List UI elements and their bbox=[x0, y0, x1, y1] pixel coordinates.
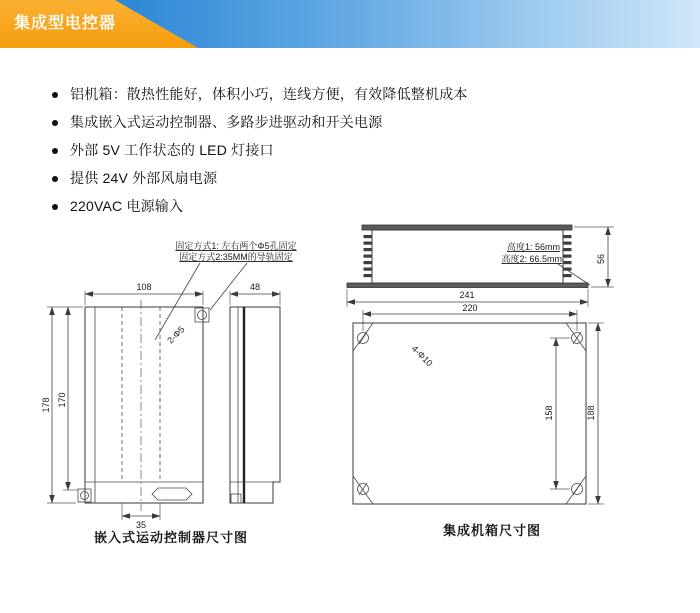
dim-depth-value: 48 bbox=[249, 282, 261, 292]
chassis-top-flange bbox=[362, 225, 572, 230]
chassis-caption: 集成机箱尺寸图 bbox=[442, 523, 542, 538]
chamfer-bottom-left bbox=[353, 476, 373, 504]
connector-cutout bbox=[152, 488, 192, 500]
screw-hole-top-right bbox=[195, 308, 209, 322]
controller-caption: 嵌入式运动控制器尺寸图 bbox=[93, 530, 249, 545]
heatsink-fins-right bbox=[563, 235, 572, 277]
dim-rail-value: 35 bbox=[135, 520, 147, 530]
dim-height-outer-value: 178 bbox=[41, 397, 51, 413]
controller-body-outline bbox=[85, 307, 203, 503]
height-note-line2: 高度2: 66.5mm bbox=[501, 254, 562, 264]
side-foot-detail bbox=[231, 494, 241, 503]
header-banner bbox=[0, 0, 700, 48]
feature-item bbox=[52, 170, 662, 187]
mounting-note-line2: 固定方式2:35MM的导轨固定 bbox=[179, 252, 293, 262]
feature-item bbox=[52, 114, 662, 131]
technical-drawings bbox=[0, 215, 700, 560]
bullet-icon bbox=[52, 92, 58, 98]
chamfer-top-right bbox=[566, 323, 586, 351]
dim-chassis-width-value: 241 bbox=[459, 290, 475, 300]
dim-height-inner-value: 170 bbox=[57, 392, 67, 408]
note-leader-line-hole bbox=[210, 263, 247, 310]
chassis-side-view bbox=[347, 225, 614, 307]
dim-chassis-depth-value: 188 bbox=[586, 405, 596, 421]
height-note-line1: 高度1: 56mm bbox=[506, 242, 560, 252]
feature-list bbox=[52, 86, 662, 226]
bullet-icon bbox=[52, 120, 58, 126]
feature-item bbox=[52, 142, 662, 159]
page-title: 集成型电控器 bbox=[14, 15, 117, 32]
hole-count-label: 2-Φ5 bbox=[165, 324, 187, 346]
chassis-top-view bbox=[353, 303, 604, 538]
side-view-outline bbox=[230, 307, 280, 503]
mounting-note-line1: 固定方式1: 左右两个Φ5孔固定 bbox=[175, 241, 297, 251]
heatsink-fins-left bbox=[364, 235, 373, 277]
feature-text: 铝机箱：散热性能好，体积小巧，连线方便，有效降低整机成本 bbox=[70, 86, 468, 102]
bullet-icon bbox=[52, 204, 58, 210]
feature-text: 集成嵌入式运动控制器、多路步进驱动和开关电源 bbox=[70, 114, 383, 130]
feature-item bbox=[52, 198, 662, 215]
dim-chassis-height-value: 56 bbox=[596, 253, 606, 265]
feature-item bbox=[52, 86, 662, 103]
chassis-base-plate bbox=[347, 283, 588, 288]
feature-text: 外部 5V 工作状态的 LED 灯接口 bbox=[70, 142, 274, 158]
dim-hole-height-value: 158 bbox=[544, 405, 554, 421]
hole-count-label-chassis: 4-Φ10 bbox=[409, 343, 435, 369]
feature-text: 220VAC 电源输入 bbox=[70, 198, 184, 214]
bullet-icon bbox=[52, 176, 58, 182]
dim-hole-width-value: 220 bbox=[462, 303, 478, 313]
bullet-icon bbox=[52, 148, 58, 154]
feature-text: 提供 24V 外部风扇电源 bbox=[70, 170, 218, 186]
dim-width-value: 108 bbox=[136, 282, 152, 292]
controller-side-view bbox=[230, 282, 280, 503]
